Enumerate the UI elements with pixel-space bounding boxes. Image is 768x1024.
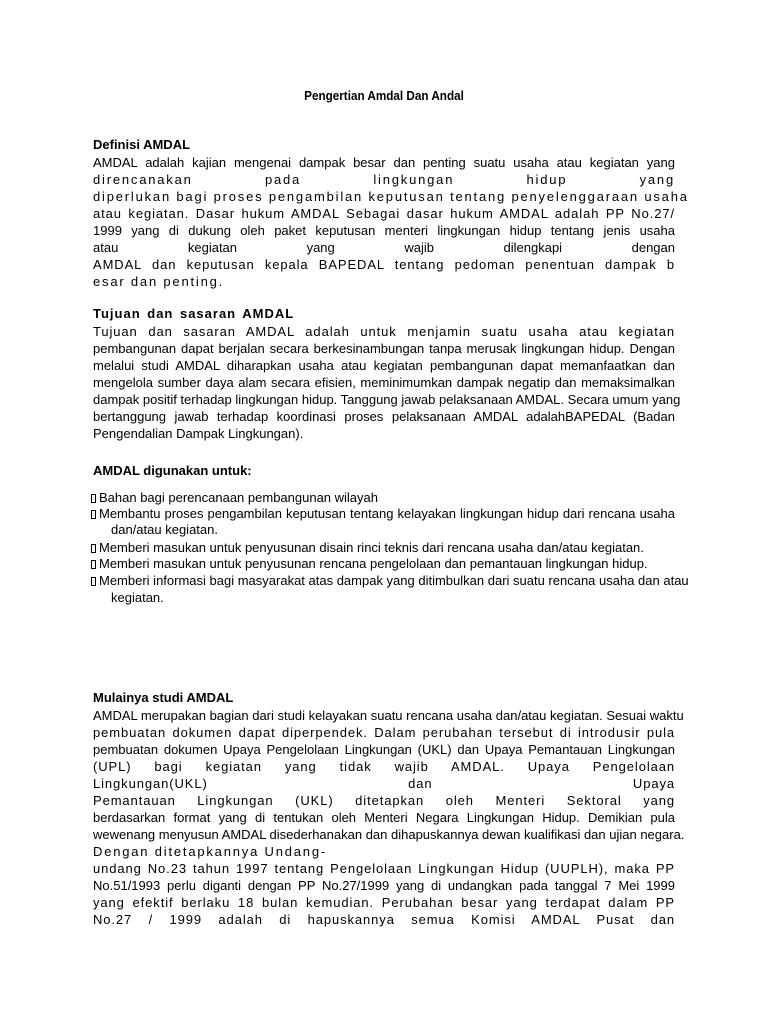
- page-title: Pengertian Amdal Dan Andal: [304, 88, 464, 103]
- list-item-continuation: dan/atau kegiatan.: [111, 522, 218, 537]
- paragraph-line: melalui studi AMDAL diharapkan usaha atau kegiatan pembangunan dapat memanfaatkan dan: [93, 358, 675, 373]
- list-item-text: Memberi masukan untuk penyusunan disain rinci teknis dari rencana usaha dan/atau kegiatan.: [99, 540, 644, 555]
- paragraph-line: pembangunan dapat berjalan secara berkesinambungan tanpa merusak lingkungan hidup. Dengan: [93, 341, 675, 356]
- paragraph-line: Lingkungan(UKL) dan Upaya: [93, 776, 675, 791]
- paragraph-line: mengelola sumber daya alam secara efisien, meminimumkan dampak negatip dan memaksimalkan: [93, 375, 675, 390]
- paragraph-line: dampak positif terhadap lingkungan hidup. Tanggung jawab pelaksanaan AMDAL. Secara umum yang: [93, 392, 681, 407]
- list-item: [91, 489, 675, 506]
- bullet-glyph-icon: [91, 560, 96, 569]
- paragraph-line: AMDAL adalah kajian mengenai dampak besar dan penting suatu usaha atau kegiatan yang: [93, 155, 675, 170]
- paragraph-line: esar dan penting.: [93, 274, 225, 289]
- paragraph-line: Tujuan dan sasaran AMDAL adalah untuk menjamin suatu usaha atau kegiatan: [93, 324, 675, 339]
- bullet-glyph-icon: [91, 544, 96, 553]
- list-item: [91, 539, 675, 556]
- paragraph-line: No.27 / 1999 adalah di hapuskannya semua Komisi AMDAL Pusat dan: [93, 912, 675, 927]
- paragraph-line: AMDAL merupakan bagian dari studi kelayakan suatu rencana usaha dan/atau kegiatan. Sesuai waktu: [93, 708, 684, 723]
- bullet-glyph-icon: [91, 577, 96, 586]
- paragraph-line: bertanggung jawab terhadap koordinasi proses pelaksanaan AMDAL adalahBAPEDAL (Badan: [93, 409, 675, 424]
- section-heading-digunakan: AMDAL digunakan untuk:: [93, 463, 252, 478]
- list-item: [91, 555, 675, 572]
- bullet-glyph-icon: [91, 494, 96, 503]
- list-item-text: Membantu proses pengambilan keputusan tentang kelayakan lingkungan hidup dari rencana usaha: [99, 506, 675, 521]
- paragraph-line: pembuatan dokumen dapat diperpendek. Dalam perubahan tersebut di introdusir pula: [93, 725, 675, 740]
- paragraph-line: diperlukan bagi proses pengambilan keputusan tentang penyelenggaraan usaha: [93, 189, 689, 204]
- paragraph-line: berdasarkan format yang di tentukan oleh Menteri Negara Lingkungan Hidup. Demikian pula: [93, 810, 675, 825]
- list-item: [91, 505, 675, 522]
- paragraph-line: atau kegiatan yang wajib dilengkapi dengan: [93, 240, 675, 255]
- list-item: [91, 572, 689, 589]
- section-heading-definisi: Definisi AMDAL: [93, 137, 191, 152]
- paragraph-line: Dengan ditetapkannya Undang-: [93, 844, 327, 859]
- paragraph-line: AMDAL dan keputusan kepala BAPEDAL tentang pedoman penentuan dampak b: [93, 257, 675, 272]
- paragraph-line: (UPL) bagi kegiatan yang tidak wajib AMDAL. Upaya Pengelolaan: [93, 759, 675, 774]
- paragraph-line: direncanakan pada lingkungan hidup yang: [93, 172, 675, 187]
- list-item-text: Bahan bagi perencanaan pembangunan wilayah: [99, 490, 378, 505]
- paragraph-line: 1999 yang di dukung oleh paket keputusan menteri lingkungan hidup tentang jenis usaha: [93, 223, 675, 238]
- paragraph-line: No.51/1993 perlu diganti dengan PP No.27/1999 yang di undangkan pada tanggal 7 Mei 1999: [93, 878, 675, 893]
- paragraph-line: Pengendalian Dampak Lingkungan).: [93, 426, 304, 441]
- list-item-text: Memberi informasi bagi masyarakat atas dampak yang ditimbulkan dari suatu rencana usaha dan atau: [99, 573, 689, 588]
- paragraph-line: atau kegiatan. Dasar hukum AMDAL Sebagai dasar hukum AMDAL adalah PP No.27/: [93, 206, 675, 221]
- list-item-continuation: kegiatan.: [111, 590, 164, 605]
- list-item-text: Memberi masukan untuk penyusunan rencana pengelolaan dan pemantauan lingkungan hidup.: [99, 556, 648, 571]
- paragraph-line: undang No.23 tahun 1997 tentang Pengelolaan Lingkungan Hidup (UUPLH), maka PP: [93, 861, 675, 876]
- section-heading-mulainya: Mulainya studi AMDAL: [93, 690, 234, 705]
- paragraph-line: yang efektif berlaku 18 bulan kemudian. Perubahan besar yang terdapat dalam PP: [93, 895, 675, 910]
- paragraph-line: pembuatan dokumen Upaya Pengelolaan Lingkungan (UKL) dan Upaya Pemantauan Lingkungan: [93, 742, 675, 757]
- paragraph-line: wewenang menyusun AMDAL disederhanakan dan dihapuskannya dewan kualifikasi dan ujian negara.: [93, 827, 685, 842]
- section-heading-tujuan: Tujuan dan sasaran AMDAL: [93, 306, 295, 321]
- bullet-glyph-icon: [91, 510, 96, 519]
- paragraph-line: Pemantauan Lingkungan (UKL) ditetapkan oleh Menteri Sektoral yang: [93, 793, 675, 808]
